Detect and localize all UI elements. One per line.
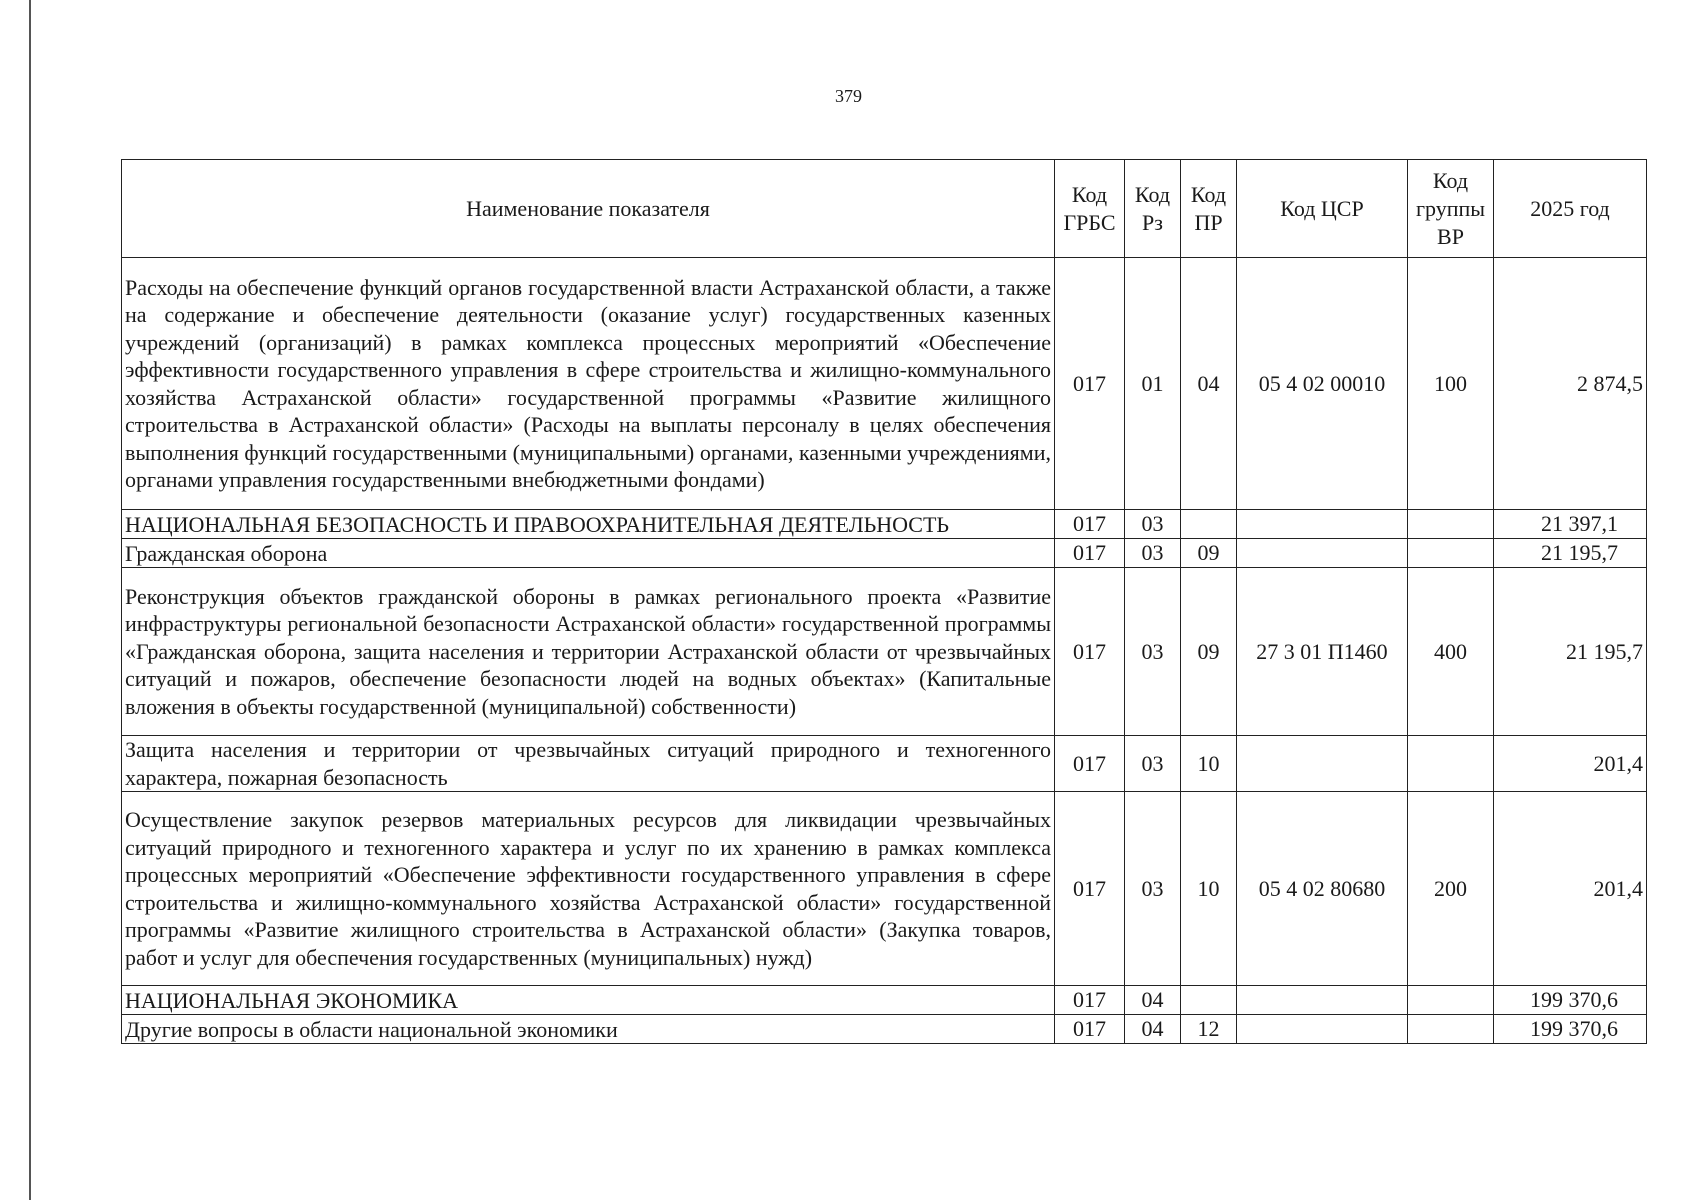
table-row [122,539,1647,568]
row-name: НАЦИОНАЛЬНАЯ ЭКОНОМИКА [122,986,1055,1015]
row-name: Расходы на обеспечение функций органов государственной власти Астраханской области, а также на содержание и обеспечение деятельности (оказание услуг) государственных казенных учреждений (организаций) в рамках комплекса процессных мероприятий «Обеспечение эффективности государственного управления в сфере строительства и жилищно-коммунального хозяйства Астраханской области» государственной программы «Развитие жилищного строительства в Астраханской области» (Расходы на выплаты персоналу в целях обеспечения выполнения функций государственными (муниципальными) органами, казенными учреждениями, органами управления государственными внебюджетными фондами) [122,258,1055,510]
row-grbs: 017 [1055,568,1125,736]
table-row [122,736,1647,792]
row-vr [1408,986,1494,1015]
row-vr [1408,539,1494,568]
header-grbs: Код ГРБС [1055,160,1125,258]
row-name: НАЦИОНАЛЬНАЯ БЕЗОПАСНОСТЬ И ПРАВООХРАНИТЕЛЬНАЯ ДЕЯТЕЛЬНОСТЬ [122,510,1055,539]
row-pr: 10 [1181,736,1237,792]
header-rz: Код Рз [1125,160,1181,258]
row-pr: 09 [1181,568,1237,736]
row-pr [1181,510,1237,539]
page-number: 379 [835,86,862,106]
row-csr [1237,510,1408,539]
row-pr: 09 [1181,539,1237,568]
budget-table [121,159,1647,1044]
row-amount: 201,4 [1494,792,1647,986]
row-amount: 21 397,1 [1494,510,1647,539]
row-csr [1237,1015,1408,1044]
row-rz: 01 [1125,258,1181,510]
row-pr: 04 [1181,258,1237,510]
row-rz: 03 [1125,568,1181,736]
row-rz: 04 [1125,1015,1181,1044]
row-rz: 03 [1125,792,1181,986]
row-name: Осуществление закупок резервов материальных ресурсов для ликвидации чрезвычайных ситуаций природного и техногенного характера и услуг по их хранению в рамках комплекса процессных мероприятий «Обеспечение эффективности государственного управления в сфере строительства и жилищно-коммунального хозяйства Астраханской области» государственной программы «Развитие жилищного строительства в Астраханской области» (Закупка товаров, работ и услуг для обеспечения государственных (муниципальных) нужд) [122,792,1055,986]
table-row [122,792,1647,986]
row-csr [1237,736,1408,792]
row-csr: 05 4 02 80680 [1237,792,1408,986]
row-vr [1408,1015,1494,1044]
table-header-row [122,160,1647,258]
row-vr: 100 [1408,258,1494,510]
row-amount: 21 195,7 [1494,539,1647,568]
row-vr: 400 [1408,568,1494,736]
row-amount: 2 874,5 [1494,258,1647,510]
row-csr: 05 4 02 00010 [1237,258,1408,510]
row-grbs: 017 [1055,539,1125,568]
table-row [122,510,1647,539]
row-rz: 03 [1125,736,1181,792]
row-amount: 199 370,6 [1494,986,1647,1015]
row-rz: 03 [1125,510,1181,539]
table-row [122,1015,1647,1044]
row-name: Защита населения и территории от чрезвычайных ситуаций природного и техногенного характера, пожарная безопасность [122,736,1055,792]
row-csr: 27 3 01 П1460 [1237,568,1408,736]
row-grbs: 017 [1055,510,1125,539]
row-grbs: 017 [1055,736,1125,792]
row-grbs: 017 [1055,258,1125,510]
row-grbs: 017 [1055,1015,1125,1044]
row-vr [1408,736,1494,792]
table-row [122,258,1647,510]
row-name: Гражданская оборона [122,539,1055,568]
row-amount: 21 195,7 [1494,568,1647,736]
row-amount: 199 370,6 [1494,1015,1647,1044]
row-pr: 12 [1181,1015,1237,1044]
row-csr [1237,986,1408,1015]
row-rz: 04 [1125,986,1181,1015]
header-vr: Код группы ВР [1408,160,1494,258]
header-year: 2025 год [1494,160,1647,258]
row-grbs: 017 [1055,986,1125,1015]
row-vr: 200 [1408,792,1494,986]
header-csr: Код ЦСР [1237,160,1408,258]
binding-margin-line [29,0,31,1200]
row-csr [1237,539,1408,568]
row-grbs: 017 [1055,792,1125,986]
row-pr: 10 [1181,792,1237,986]
row-name: Другие вопросы в области национальной экономики [122,1015,1055,1044]
row-name: Реконструкция объектов гражданской обороны в рамках регионального проекта «Развитие инфраструктуры региональной безопасности Астраханской области» государственной программы «Гражданская оборона, защита населения и территории Астраханской области от чрезвычайных ситуаций и пожаров, обеспечение безопасности людей на водных объектах» (Капитальные вложения в объекты государственной (муниципальной) собственности) [122,568,1055,736]
row-amount: 201,4 [1494,736,1647,792]
row-vr [1408,510,1494,539]
table-row [122,568,1647,736]
header-name: Наименование показателя [122,160,1055,258]
header-pr: Код ПР [1181,160,1237,258]
row-pr [1181,986,1237,1015]
row-rz: 03 [1125,539,1181,568]
table-row [122,986,1647,1015]
